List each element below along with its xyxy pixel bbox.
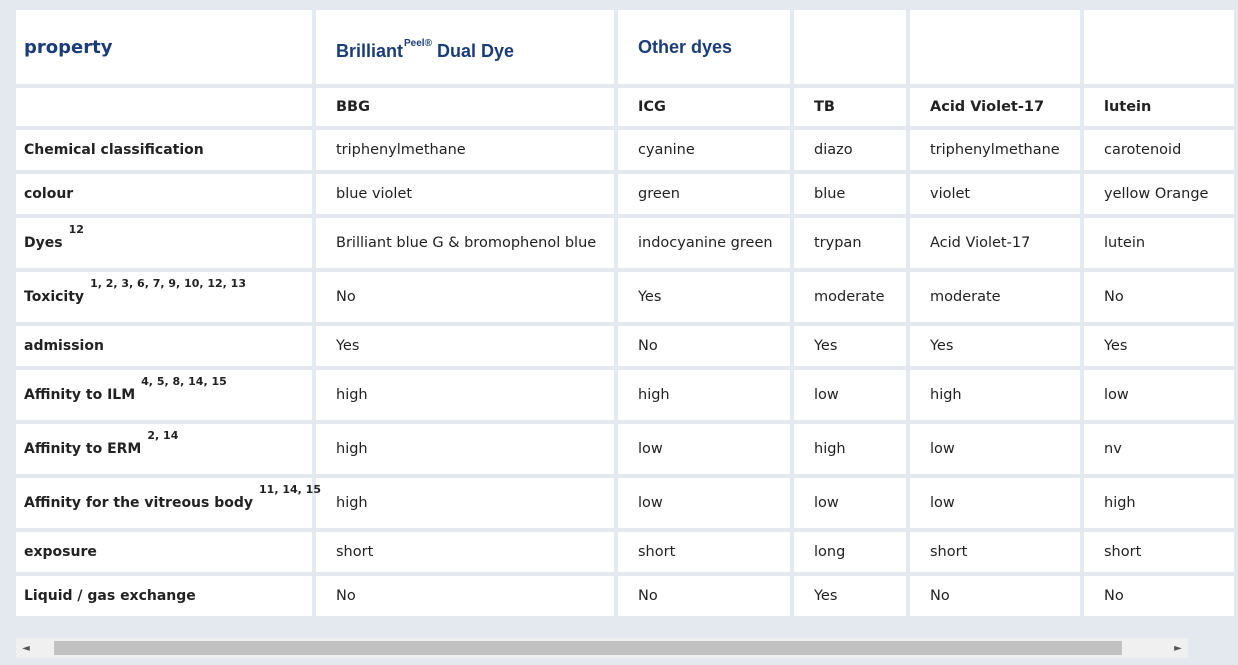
row-label-text: exposure — [24, 544, 97, 560]
empty-subheader-cell — [16, 88, 312, 126]
table-header-row — [16, 10, 1234, 84]
cell-tb: long — [794, 532, 906, 572]
row-label-text: Toxicity — [24, 289, 85, 305]
table-row — [16, 272, 1234, 322]
brand-header — [316, 10, 614, 84]
cell-tb: diazo — [794, 130, 906, 170]
table-row — [16, 576, 1234, 616]
dye-abbrev-bbg: BBG — [316, 88, 614, 126]
cell-bbg: triphenylmethane — [316, 130, 614, 170]
row-label-text: colour — [24, 186, 74, 202]
cell-icg: short — [618, 532, 790, 572]
reference-superscript: 11, 14, 15 — [259, 483, 321, 496]
row-label-text: Affinity to ERM — [24, 441, 142, 457]
cell-icg: No — [618, 576, 790, 616]
cell-acid-violet: No — [910, 576, 1080, 616]
cell-lutein: high — [1084, 478, 1234, 528]
row-label — [16, 326, 312, 366]
cell-acid-violet: short — [910, 532, 1080, 572]
table-row — [16, 478, 1234, 528]
reference-superscript: 4, 5, 8, 14, 15 — [141, 375, 227, 388]
cell-tb: high — [794, 424, 906, 474]
dye-abbrev-tb: TB — [794, 88, 906, 126]
empty-header-cell — [910, 10, 1080, 84]
cell-icg: high — [618, 370, 790, 420]
cell-icg: Yes — [618, 272, 790, 322]
row-label — [16, 130, 312, 170]
table-row — [16, 218, 1234, 268]
empty-header-cell — [794, 10, 906, 84]
cell-acid-violet: triphenylmethane — [910, 130, 1080, 170]
cell-icg: low — [618, 478, 790, 528]
cell-acid-violet: Acid Violet-17 — [910, 218, 1080, 268]
scroll-right-arrow-icon[interactable]: ► — [1174, 642, 1182, 654]
cell-tb: Yes — [794, 576, 906, 616]
row-label-text: Liquid / gas exchange — [24, 588, 196, 604]
dye-abbrev-acid-violet: Acid Violet-17 — [910, 88, 1080, 126]
cell-acid-violet: violet — [910, 174, 1080, 214]
table-row — [16, 326, 1234, 366]
cell-bbg: blue violet — [316, 174, 614, 214]
cell-acid-violet: low — [910, 478, 1080, 528]
row-label-text: Affinity for the vitreous body — [24, 495, 254, 511]
cell-lutein: Yes — [1084, 326, 1234, 366]
dye-abbrev-icg: ICG — [618, 88, 790, 126]
cell-bbg: short — [316, 532, 614, 572]
cell-icg: indocyanine green — [618, 218, 790, 268]
row-label-text: Affinity to ILM — [24, 387, 136, 403]
cell-tb: blue — [794, 174, 906, 214]
horizontal-scrollbar[interactable] — [16, 638, 1188, 658]
cell-bbg: high — [316, 424, 614, 474]
cell-bbg: high — [316, 478, 614, 528]
table-row — [16, 174, 1234, 214]
cell-bbg: high — [316, 370, 614, 420]
cell-bbg: Yes — [316, 326, 614, 366]
scroll-left-arrow-icon[interactable]: ◄ — [22, 642, 30, 654]
dye-abbreviation-row — [16, 88, 1234, 126]
reference-superscript: 2, 14 — [147, 429, 179, 442]
cell-tb: Yes — [794, 326, 906, 366]
cell-icg: low — [618, 424, 790, 474]
reference-superscript: 1, 2, 3, 6, 7, 9, 10, 12, 13 — [90, 277, 246, 290]
row-label — [16, 174, 312, 214]
cell-acid-violet: low — [910, 424, 1080, 474]
dye-comparison-table — [12, 6, 1238, 620]
cell-acid-violet: high — [910, 370, 1080, 420]
cell-lutein: No — [1084, 272, 1234, 322]
dye-abbrev-lutein: lutein — [1084, 88, 1234, 126]
table-row — [16, 532, 1234, 572]
brand-suffix: Dual Dye — [436, 40, 515, 61]
cell-lutein: lutein — [1084, 218, 1234, 268]
cell-tb: trypan — [794, 218, 906, 268]
reference-superscript: 12 — [68, 223, 84, 236]
cell-lutein: No — [1084, 576, 1234, 616]
cell-lutein: carotenoid — [1084, 130, 1234, 170]
cell-icg: No — [618, 326, 790, 366]
scrollbar-thumb[interactable] — [54, 641, 1122, 655]
other-dyes-header: Other dyes — [618, 10, 790, 84]
row-label — [16, 532, 312, 572]
cell-bbg: Brilliant blue G & bromophenol blue — [316, 218, 614, 268]
row-label-text: admission — [24, 338, 104, 354]
cell-acid-violet: Yes — [910, 326, 1080, 366]
cell-tb: low — [794, 370, 906, 420]
row-label — [16, 576, 312, 616]
cell-lutein: nv — [1084, 424, 1234, 474]
cell-bbg: No — [316, 272, 614, 322]
row-label — [16, 424, 312, 474]
empty-header-cell — [1084, 10, 1234, 84]
row-label — [16, 218, 312, 268]
comparison-table-viewport[interactable] — [14, 8, 1209, 633]
property-header: property — [16, 10, 312, 84]
row-label — [16, 370, 312, 420]
brand-trademark: Peel® — [404, 37, 432, 49]
cell-acid-violet: moderate — [910, 272, 1080, 322]
table-row — [16, 130, 1234, 170]
row-label — [16, 272, 312, 322]
row-label-text: Chemical classification — [24, 142, 204, 158]
cell-icg: green — [618, 174, 790, 214]
cell-bbg: No — [316, 576, 614, 616]
cell-lutein: low — [1084, 370, 1234, 420]
brand-prefix: Brilliant — [336, 40, 404, 61]
table-row — [16, 424, 1234, 474]
row-label — [16, 478, 321, 528]
cell-lutein: short — [1084, 532, 1234, 572]
table-row — [16, 370, 1234, 420]
row-label-text: Dyes — [24, 235, 63, 251]
cell-tb: moderate — [794, 272, 906, 322]
cell-icg: cyanine — [618, 130, 790, 170]
cell-lutein: yellow Orange — [1084, 174, 1234, 214]
cell-tb: low — [794, 478, 906, 528]
